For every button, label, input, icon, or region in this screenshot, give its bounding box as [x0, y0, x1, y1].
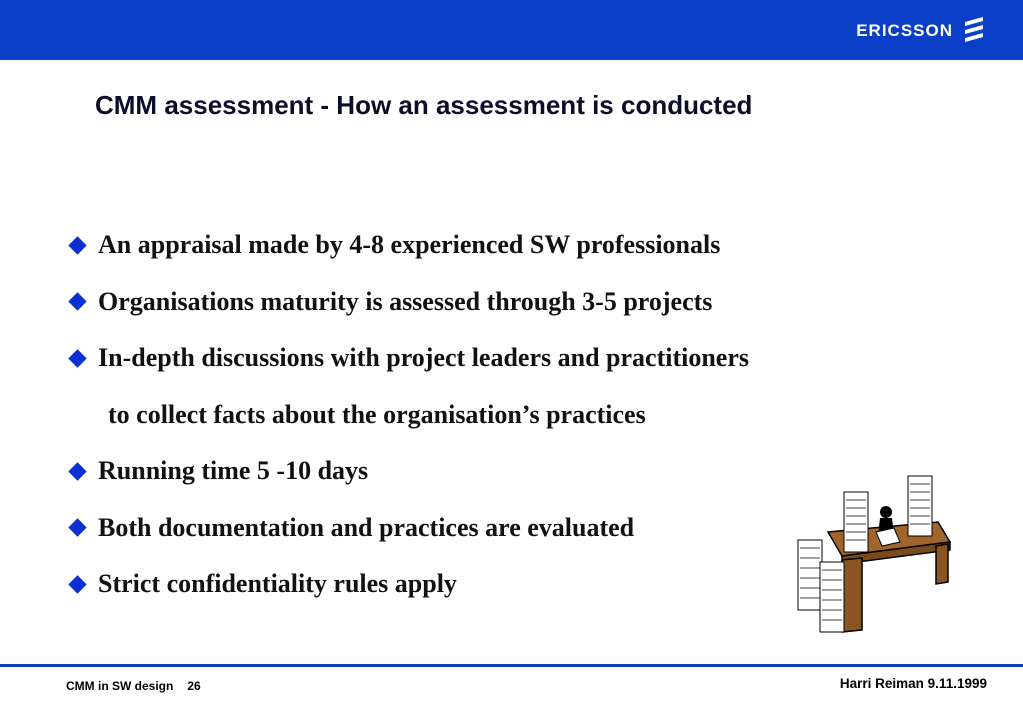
diamond-bullet-icon [68, 236, 86, 254]
bullet-text: An appraisal made by 4-8 experienced SW professionals [98, 230, 721, 259]
page-number: 26 [187, 679, 201, 693]
diamond-bullet-icon [68, 519, 86, 537]
bullet-text: Organisations maturity is assessed through 3-5 projects [98, 286, 713, 316]
brand-name: ERICSSON [856, 21, 953, 40]
slide-title: CMM assessment - How an assessment is conducted [95, 90, 753, 120]
ericsson-logo [856, 18, 985, 44]
bullet-text: Running time 5 -10 days [98, 456, 369, 485]
diamond-bullet-icon [68, 575, 86, 593]
bullet-text: Strict confidentiality rules apply [98, 569, 457, 598]
footer-left [66, 679, 201, 693]
ericsson-stripes-icon [963, 16, 985, 47]
bullet-text: Both documentation and practices are evaluated [98, 512, 635, 542]
footer-divider [0, 664, 1023, 667]
desk-paperwork-illustration [790, 470, 960, 640]
bullet-item [66, 217, 946, 274]
diamond-bullet-icon [68, 462, 86, 480]
bullet-continuation: to collect facts about the organisation’s practices [108, 399, 646, 429]
diamond-bullet-icon [68, 293, 86, 311]
bullet-text: In-depth discussions with project leaders and practitioners [98, 343, 750, 372]
bullet-item [66, 330, 946, 387]
bullet-item [66, 274, 946, 331]
diamond-bullet-icon [68, 349, 86, 367]
footer-course-label: CMM in SW design [66, 679, 174, 693]
footer-author-date: Harri Reiman 9.11.1999 [839, 676, 987, 691]
header-bar [0, 0, 1023, 60]
